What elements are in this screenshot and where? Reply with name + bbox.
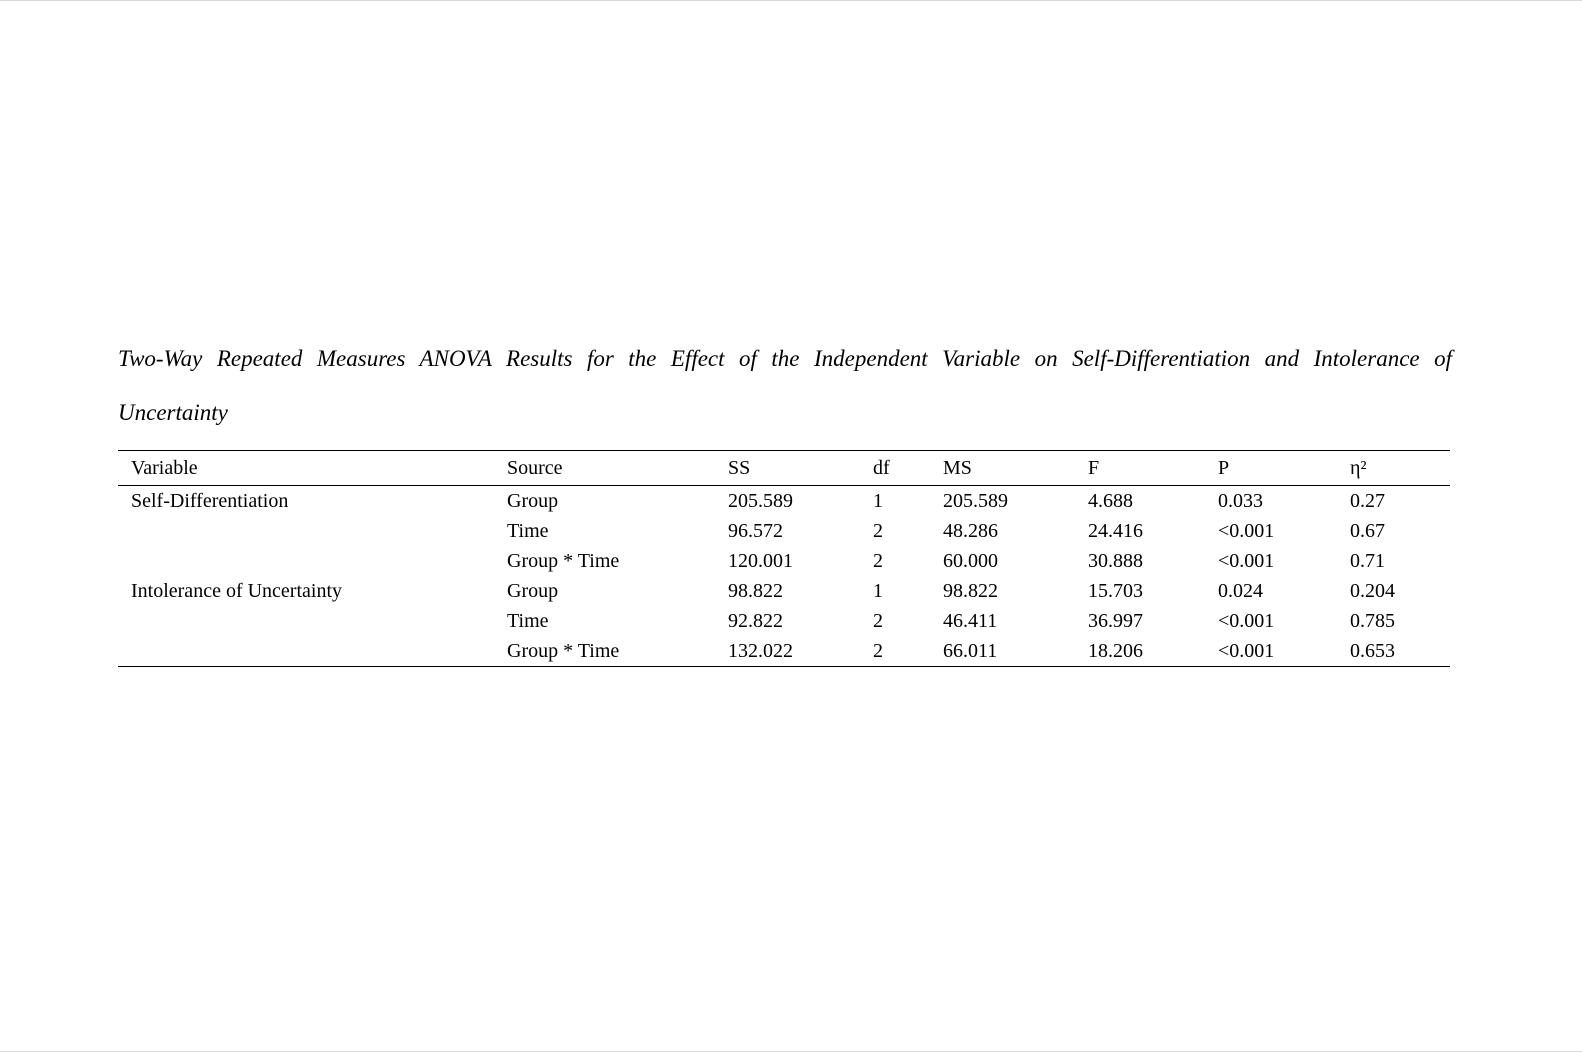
cell-f: 4.688 [1088, 490, 1133, 512]
cell-ss: 132.022 [728, 640, 793, 662]
header-ss: SS [728, 457, 751, 479]
cell-source: Group [507, 490, 559, 512]
header-variable: Variable [131, 457, 198, 479]
cell-eta: 0.653 [1350, 640, 1395, 662]
cell-source: Group [507, 580, 559, 602]
cell-source: Group * Time [507, 640, 620, 662]
cell-source: Time [507, 610, 549, 632]
cell-ms: 205.589 [943, 490, 1008, 512]
cell-df: 1 [873, 490, 883, 512]
cell-p: 0.033 [1218, 490, 1263, 512]
cell-df: 2 [873, 520, 883, 542]
cell-variable: Self-Differentiation [131, 490, 289, 512]
header-source: Source [507, 457, 563, 479]
cell-source: Group * Time [507, 550, 620, 572]
header-eta: η² [1350, 457, 1367, 479]
table-row [118, 546, 1450, 576]
table-row [118, 606, 1450, 636]
cell-p: <0.001 [1218, 550, 1275, 572]
cell-ms: 46.411 [943, 610, 998, 632]
cell-ss: 205.589 [728, 490, 793, 512]
cell-variable [118, 636, 507, 667]
cell-df: 2 [873, 550, 883, 572]
cell-ss: 96.572 [728, 520, 783, 542]
table-row [118, 486, 1450, 517]
cell-variable [118, 516, 507, 546]
cell-p: <0.001 [1218, 610, 1275, 632]
cell-ms: 60.000 [943, 550, 998, 572]
table-header-row [118, 451, 1450, 486]
cell-eta: 0.204 [1350, 580, 1395, 602]
cell-eta: 0.785 [1350, 610, 1395, 632]
cell-f: 15.703 [1088, 580, 1143, 602]
cell-eta: 0.27 [1350, 490, 1385, 512]
header-ms: MS [943, 457, 972, 479]
cell-ms: 48.286 [943, 520, 998, 542]
cell-df: 2 [873, 610, 883, 632]
cell-ms: 66.011 [943, 640, 998, 662]
caption-line-1: Two-Way Repeated Measures ANOVA Results for the Effect of the Independent Variable on Self-Differentiation and Intolerance of [118, 346, 1452, 371]
cell-df: 1 [873, 580, 883, 602]
cell-p: <0.001 [1218, 520, 1275, 542]
cell-p: <0.001 [1218, 640, 1275, 662]
cell-variable [118, 606, 507, 636]
header-p: P [1218, 457, 1230, 479]
anova-results-table [118, 450, 1450, 667]
cell-p: 0.024 [1218, 580, 1263, 602]
cell-source: Time [507, 520, 549, 542]
cell-f: 18.206 [1088, 640, 1143, 662]
caption-line-2: Uncertainty [118, 400, 228, 425]
table-caption [118, 332, 1452, 440]
table-row [118, 516, 1450, 546]
cell-eta: 0.71 [1350, 550, 1385, 572]
cell-eta: 0.67 [1350, 520, 1385, 542]
table-row [118, 576, 1450, 606]
cell-variable: Intolerance of Uncertainty [131, 580, 343, 602]
cell-ss: 120.001 [728, 550, 793, 572]
header-df: df [873, 457, 890, 479]
cell-f: 36.997 [1088, 610, 1143, 632]
table-row [118, 636, 1450, 667]
cell-f: 30.888 [1088, 550, 1143, 572]
cell-ss: 92.822 [728, 610, 783, 632]
cell-ms: 98.822 [943, 580, 998, 602]
cell-df: 2 [873, 640, 883, 662]
header-f: F [1088, 457, 1100, 479]
cell-f: 24.416 [1088, 520, 1143, 542]
cell-variable [118, 546, 507, 576]
cell-ss: 98.822 [728, 580, 783, 602]
